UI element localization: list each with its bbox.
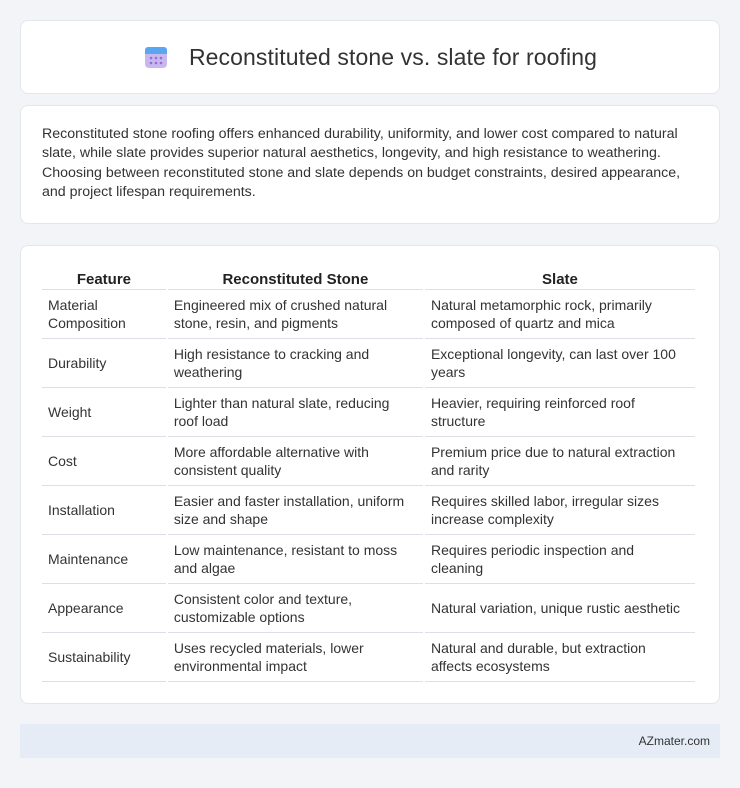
comparison-card [20, 245, 720, 704]
feature-cell: Sustainability [42, 633, 166, 682]
table-row [42, 388, 695, 437]
intro-text: Reconstituted stone roofing offers enhanced durability, uniformity, and lower cost compared to natural slate, while slate provides superior natural aesthetics, longevity, and high resistance to weathering. Choosing between reconstituted stone and slate depends on budget constraints, desired appearance, and project lifespan requirements. [42, 126, 681, 200]
slate-cell: Natural variation, unique rustic aesthetic [425, 584, 695, 633]
table-row [42, 584, 695, 633]
slate-cell: Requires skilled labor, irregular sizes increase complexity [425, 486, 695, 535]
feature-cell: Maintenance [42, 535, 166, 584]
reconstituted-stone-cell: More affordable alternative with consistent quality [168, 437, 423, 486]
reconstituted-stone-cell: Easier and faster installation, uniform size and shape [168, 486, 423, 535]
intro-card [20, 105, 720, 224]
table-row [42, 486, 695, 535]
column-header-feature: Feature [42, 266, 166, 290]
page-title: Reconstituted stone vs. slate for roofing [188, 43, 598, 70]
reconstituted-stone-cell: Low maintenance, resistant to moss and algae [168, 535, 423, 584]
feature-cell: Installation [42, 486, 166, 535]
slate-cell: Natural and durable, but extraction affects ecosystems [425, 633, 695, 682]
slate-cell: Heavier, requiring reinforced roof structure [425, 388, 695, 437]
column-header-slate: Slate [425, 266, 695, 290]
feature-cell: Cost [42, 437, 166, 486]
reconstituted-stone-cell: High resistance to cracking and weathering [168, 339, 423, 388]
slate-cell: Premium price due to natural extraction and rarity [425, 437, 695, 486]
source-link[interactable]: AZmater.com [638, 734, 710, 748]
table-row [42, 535, 695, 584]
comparison-table [40, 266, 697, 682]
calendar-icon [143, 44, 169, 70]
title-card [20, 20, 720, 94]
reconstituted-stone-cell: Engineered mix of crushed natural stone, resin, and pigments [168, 290, 423, 339]
table-header-row [42, 266, 695, 290]
reconstituted-stone-cell: Uses recycled materials, lower environmental impact [168, 633, 423, 682]
slate-cell: Natural metamorphic rock, primarily composed of quartz and mica [425, 290, 695, 339]
table-row [42, 633, 695, 682]
feature-cell: Material Composition [42, 290, 166, 339]
table-row [42, 437, 695, 486]
slate-cell: Requires periodic inspection and cleaning [425, 535, 695, 584]
feature-cell: Appearance [42, 584, 166, 633]
column-header-reconstituted-stone: Reconstituted Stone [168, 266, 423, 290]
feature-cell: Durability [42, 339, 166, 388]
slate-cell: Exceptional longevity, can last over 100 years [425, 339, 695, 388]
table-row [42, 339, 695, 388]
reconstituted-stone-cell: Lighter than natural slate, reducing roof load [168, 388, 423, 437]
reconstituted-stone-cell: Consistent color and texture, customizable options [168, 584, 423, 633]
table-row [42, 290, 695, 339]
feature-cell: Weight [42, 388, 166, 437]
footer [20, 724, 720, 758]
